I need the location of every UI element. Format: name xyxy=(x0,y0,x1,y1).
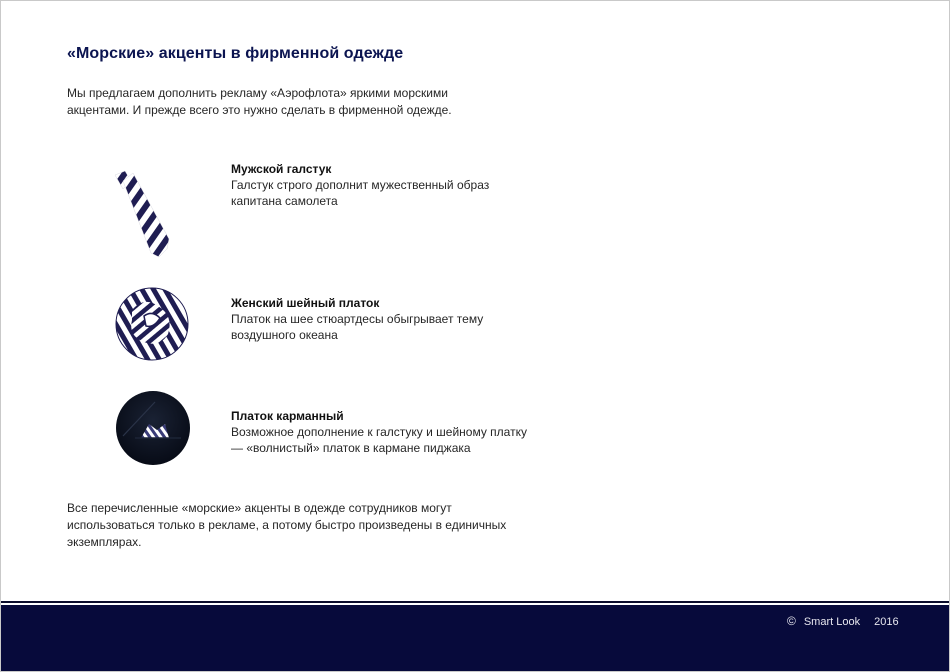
accent-item-description: Галстук строго дополнит мужественный образ капитана самолета xyxy=(231,178,490,208)
page-title: «Морские» акценты в фирменной одежде xyxy=(67,45,404,62)
accent-item-name: Женский шейный платок xyxy=(231,296,380,310)
striped-tie-icon xyxy=(111,167,191,264)
accent-item-description: Возможное дополнение к галстуку и шейному платку — «волнистый» платок в кармане пиджака xyxy=(231,425,527,455)
accent-item-text xyxy=(231,161,531,209)
footer-copyright xyxy=(787,614,899,628)
intro-paragraph: Мы предлагаем дополнить рекламу «Аэрофлота» яркими морскими акцентами. И прежде всего это нужно сделать в фирменной одежде. xyxy=(67,86,452,117)
accent-item-name: Платок карманный xyxy=(231,409,344,423)
copyright-icon: © xyxy=(787,614,796,628)
footer-brand: Smart Look xyxy=(803,616,861,628)
footer-bar xyxy=(1,605,949,671)
accent-item-text xyxy=(231,408,531,456)
striped-scarf-icon xyxy=(114,286,194,367)
pocket-square-icon xyxy=(115,390,195,471)
footer-year: 2016 xyxy=(874,616,899,628)
closing-paragraph: Все перечисленные «морские» акценты в одежде сотрудников могут использоваться только в рекламе, а потому быстро произведены в единичных экземплярах. xyxy=(67,501,507,549)
accent-item-name: Мужской галстук xyxy=(231,162,332,176)
footer-divider xyxy=(1,601,949,603)
accent-item-description: Платок на шее стюартдесы обыгрывает тему воздушного океана xyxy=(231,312,484,342)
accent-item-text xyxy=(231,295,531,343)
